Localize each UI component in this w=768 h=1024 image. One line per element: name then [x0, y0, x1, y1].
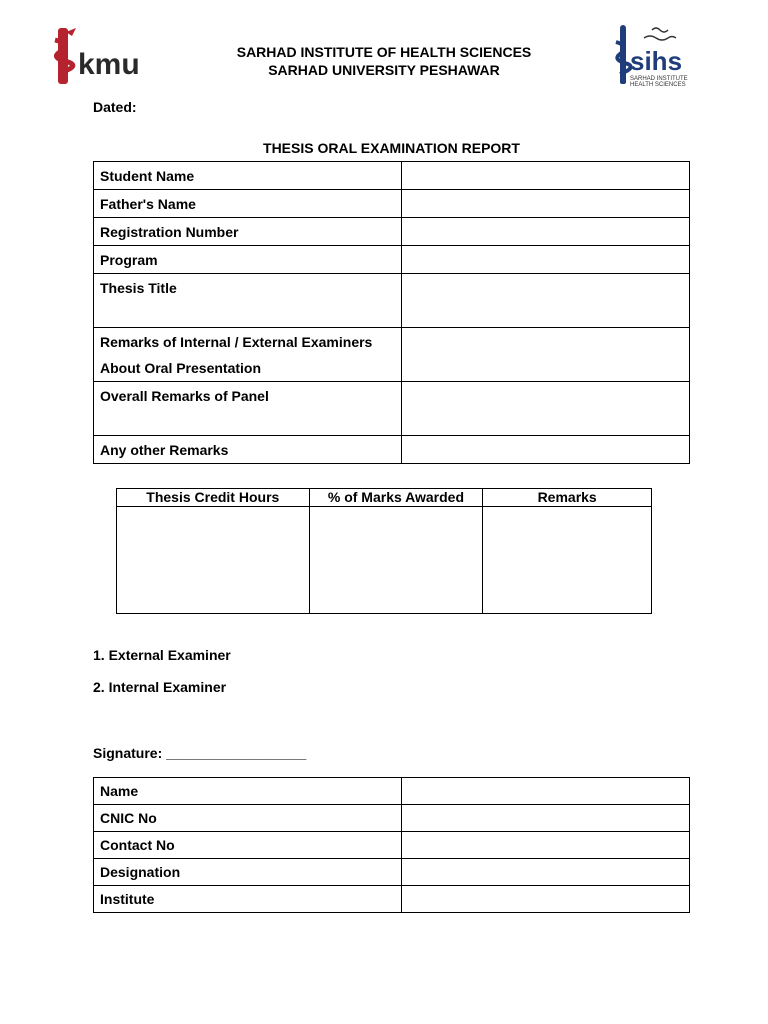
fathers-name-field[interactable]: [402, 190, 690, 218]
student-name-field[interactable]: [402, 162, 690, 190]
institution-header: [160, 43, 608, 79]
registration-number-label: Registration Number: [94, 218, 402, 246]
sihs-logo-subtitle-1: SARHAD INSTITUTE: [630, 76, 688, 82]
signature-line[interactable]: Signature: __________________: [93, 745, 307, 761]
student-details-table: [93, 161, 690, 464]
table-row: [94, 382, 690, 436]
table-row: [117, 507, 652, 614]
fathers-name-label: Father's Name: [94, 190, 402, 218]
designation-field[interactable]: [402, 859, 690, 886]
marks-table: [116, 488, 652, 614]
program-label: Program: [94, 246, 402, 274]
examiner-remarks-field[interactable]: [402, 328, 690, 382]
table-row: [94, 328, 690, 382]
kmu-logo: [52, 26, 148, 88]
registration-number-field[interactable]: [402, 218, 690, 246]
sihs-logo-subtitle-2: HEALTH SCIENCES: [630, 82, 686, 88]
name-label: Name: [94, 778, 402, 805]
contact-field[interactable]: [402, 832, 690, 859]
internal-examiner-label: 2. Internal Examiner: [93, 679, 227, 695]
table-row: [94, 778, 690, 805]
institution-name: SARHAD INSTITUTE OF HEALTH SCIENCES: [236, 44, 532, 60]
cnic-label: CNIC No: [94, 805, 402, 832]
remarks-header: Remarks: [483, 489, 652, 507]
designation-label: Designation: [94, 859, 402, 886]
thesis-title-field[interactable]: [402, 274, 690, 328]
thesis-title-label: Thesis Title: [94, 274, 402, 328]
panel-remarks-field[interactable]: [402, 382, 690, 436]
table-row: [94, 859, 690, 886]
sihs-logo: [614, 24, 694, 90]
name-field[interactable]: [402, 778, 690, 805]
table-header-row: [117, 489, 652, 507]
other-remarks-field[interactable]: [402, 436, 690, 464]
examiner-remarks-label: [94, 328, 402, 382]
examiner-remarks-label-line2: About Oral Presentation: [100, 360, 262, 376]
examiner-remarks-label-line1: Remarks of Internal / External Examiners: [100, 334, 373, 350]
contact-label: Contact No: [94, 832, 402, 859]
credit-hours-cell[interactable]: [117, 507, 310, 614]
table-row: [94, 218, 690, 246]
table-row: [94, 832, 690, 859]
panel-remarks-label: Overall Remarks of Panel: [94, 382, 402, 436]
other-remarks-label: Any other Remarks: [94, 436, 402, 464]
external-examiner-label: 1. External Examiner: [93, 647, 231, 663]
examiner-details-table: [93, 777, 690, 913]
report-title: THESIS ORAL EXAMINATION REPORT: [263, 140, 520, 156]
marks-awarded-cell[interactable]: [309, 507, 483, 614]
university-name: SARHAD UNIVERSITY PESHAWAR: [268, 62, 500, 78]
table-row: [94, 162, 690, 190]
table-row: [94, 190, 690, 218]
marks-awarded-header: % of Marks Awarded: [309, 489, 483, 507]
sihs-logo-text: sihs: [630, 46, 683, 76]
credit-hours-header: Thesis Credit Hours: [117, 489, 310, 507]
table-row: [94, 805, 690, 832]
table-row: [94, 246, 690, 274]
table-row: [94, 274, 690, 328]
program-field[interactable]: [402, 246, 690, 274]
table-row: [94, 886, 690, 913]
table-row: [94, 436, 690, 464]
remarks-cell[interactable]: [483, 507, 652, 614]
student-name-label: Student Name: [94, 162, 402, 190]
dated-label: Dated:: [93, 99, 137, 115]
kmu-logo-text: kmu: [78, 48, 140, 81]
cnic-field[interactable]: [402, 805, 690, 832]
institute-label: Institute: [94, 886, 402, 913]
institute-field[interactable]: [402, 886, 690, 913]
